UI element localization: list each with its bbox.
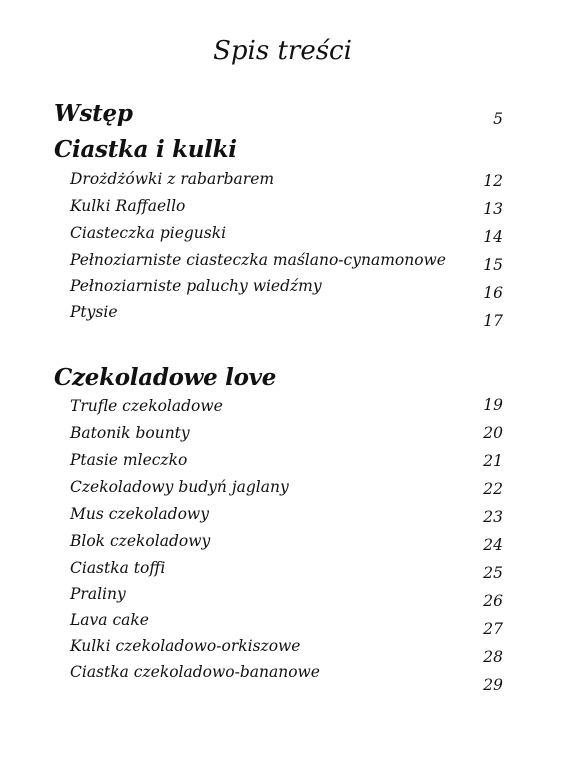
- toc-entry: Pełnoziarniste paluchy wiedźmy: [70, 277, 322, 295]
- toc-entry: Pełnoziarniste ciasteczka maślano-cynamonowe: [70, 251, 446, 269]
- toc-entry-page: 14: [483, 228, 503, 246]
- toc-entry-page: 28: [483, 648, 503, 666]
- toc-entry-page: 19: [483, 396, 503, 414]
- toc-entry: Ptasie mleczko: [70, 451, 188, 469]
- toc-intro-page: 5: [493, 110, 503, 128]
- section-heading-czekoladowe: Czekoladowe love: [54, 364, 277, 391]
- toc-entry-page: 25: [483, 564, 503, 582]
- toc-entry: Drożdżówki z rabarbarem: [70, 170, 275, 188]
- toc-entry-page: 16: [483, 284, 503, 302]
- toc-entry: Praliny: [70, 585, 126, 603]
- toc-entry-page: 12: [483, 172, 503, 190]
- toc-entry-page: 20: [483, 424, 503, 442]
- toc-entry-page: 15: [483, 256, 503, 274]
- toc-entry-page: 26: [483, 592, 503, 610]
- toc-entry-page: 22: [483, 480, 503, 498]
- toc-entry: Ciastka czekoladowo-bananowe: [70, 663, 320, 681]
- toc-intro-label: Wstęp: [54, 100, 133, 127]
- toc-entry: Czekoladowy budyń jaglany: [70, 478, 289, 496]
- toc-entry: Kulki Raffaello: [70, 197, 186, 215]
- toc-entry: Ciastka toffi: [70, 559, 166, 577]
- toc-entry-page: 27: [483, 620, 503, 638]
- toc-entry-page: 13: [483, 200, 503, 218]
- toc-entry: Kulki czekoladowo-orkiszowe: [70, 637, 301, 655]
- toc-entry: Batonik bounty: [70, 424, 190, 442]
- toc-entry: Blok czekoladowy: [70, 532, 211, 550]
- toc-entry: Ptysie: [70, 303, 118, 321]
- toc-entry-page: 29: [483, 676, 503, 694]
- toc-entry-page: 23: [483, 508, 503, 526]
- toc-entry-page: 17: [483, 312, 503, 330]
- toc-entry-page: 21: [483, 452, 503, 470]
- toc-entry: Mus czekoladowy: [70, 505, 209, 523]
- toc-entry-page: 24: [483, 536, 503, 554]
- toc-entry: Trufle czekoladowe: [70, 397, 223, 415]
- toc-entry: Ciasteczka pieguski: [70, 224, 227, 242]
- page-title: Spis treści: [213, 36, 352, 66]
- section-heading-ciastka: Ciastka i kulki: [54, 136, 237, 163]
- toc-entry: Lava cake: [70, 611, 149, 629]
